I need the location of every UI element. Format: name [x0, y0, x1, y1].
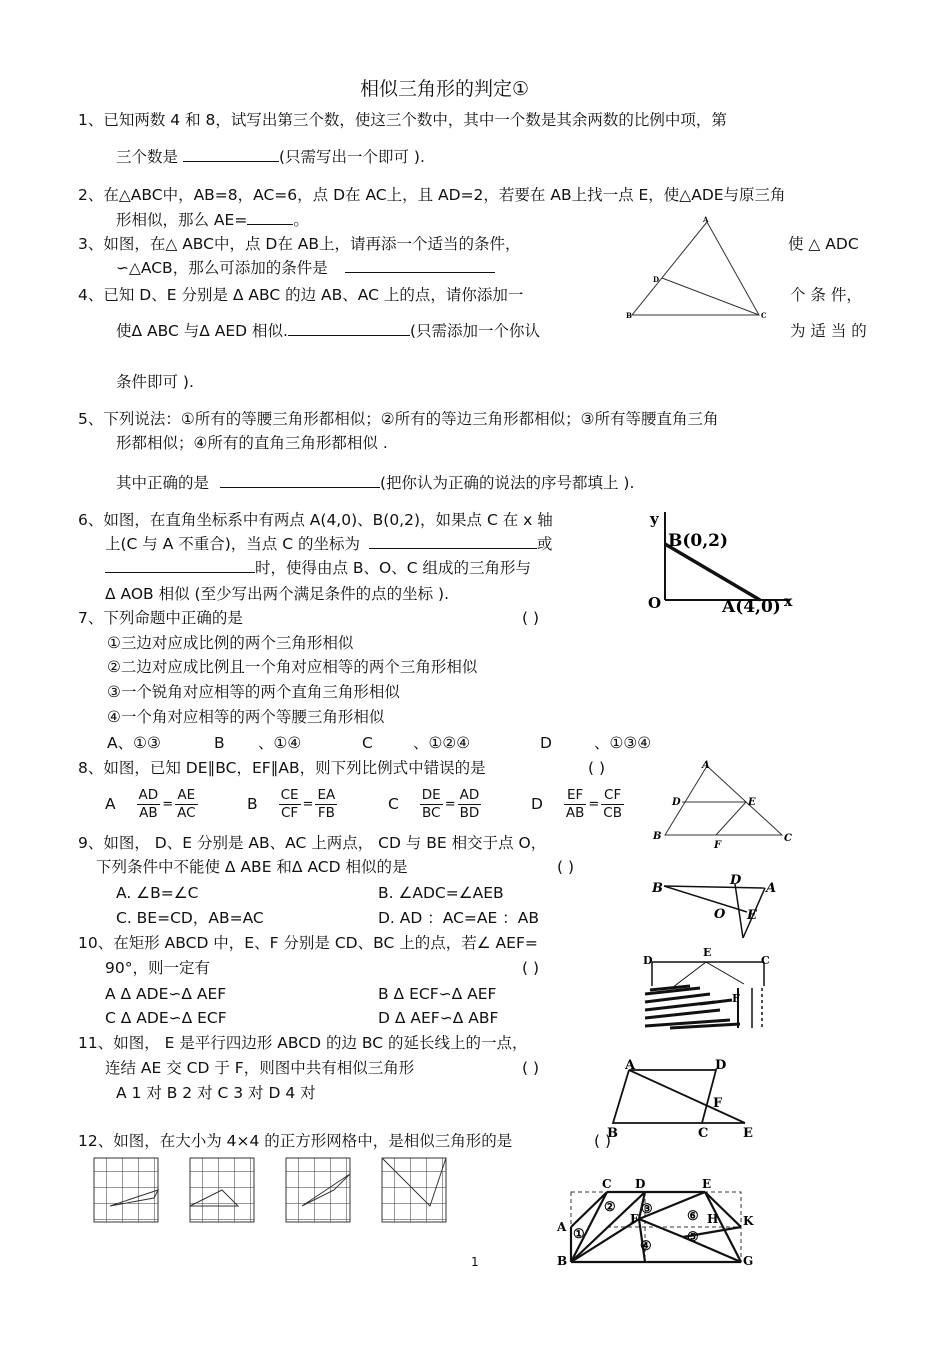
q7-choice-d[interactable]: 、①③④: [594, 734, 652, 752]
fig9-label-d: D: [730, 873, 742, 888]
q4-line1-right: 个 条 件，: [790, 286, 862, 304]
q1-line2: [116, 147, 425, 167]
figure-q9: [650, 870, 785, 942]
fig12-region-5: ⑤: [687, 1230, 699, 1245]
fig10-label-e: E: [703, 946, 712, 959]
figure-q12-triangles: [555, 1175, 755, 1268]
fig11-label-c: C: [698, 1126, 709, 1141]
q2-line2: [116, 210, 309, 230]
q7-option-1: ①三边对应成比例的两个三角形相似: [107, 634, 354, 652]
equals-sign: =: [162, 796, 174, 812]
fig12-region-4: ④: [640, 1239, 652, 1254]
q9-choice-b[interactable]: B. ∠ADC=∠AEB: [378, 884, 504, 902]
fig-abc-label-b: B: [626, 311, 632, 320]
q6-line1: 6、如图，在直角坐标系中有两点 A(4,0)、B(0,2)，如果点 C 在 x 轴: [78, 511, 553, 529]
fig8-label-b: B: [653, 831, 662, 842]
q1-text-a: 三个数是: [116, 148, 179, 166]
q5-answer-blank[interactable]: [220, 473, 380, 488]
q1-text-b: (只需写出一个即可 ).: [278, 148, 425, 166]
q7-choice-a[interactable]: A、①③: [107, 734, 161, 752]
fig8-label-e: E: [748, 797, 756, 808]
fig-abc-label-a: A: [703, 215, 709, 224]
q3-line1: 3、如图，在△ ABC中，点 D在 AB上，请再添一个适当的条件，: [78, 235, 521, 253]
fig11-label-b: B: [607, 1126, 618, 1141]
figure-q10-rectangle: [640, 944, 775, 1032]
q10-line1: 10、在矩形 ABCD 中，E、F 分别是 CD、BC 上的点，若∠ AEF=: [78, 934, 538, 952]
q11-line1: 11、如图， E 是平行四边形 ABCD 的边 BC 的延长线上的一点，: [78, 1034, 528, 1052]
figure-q11-parallelogram: [605, 1055, 760, 1143]
q9-choice-a[interactable]: A. ∠B=∠C: [116, 884, 199, 902]
fig11-label-e: E: [743, 1126, 753, 1141]
fig-coord-label-x: x: [784, 594, 793, 610]
q7-choice-c[interactable]: 、①②④: [413, 734, 471, 752]
q3-line2: [116, 258, 495, 278]
q10-choice-a[interactable]: A Δ ADE∽Δ AEF: [105, 985, 227, 1003]
grid-4[interactable]: [382, 1158, 446, 1222]
q2-line1: 2、在△ABC中，AB=8，AC=6，点 D在 AC上，且 AD=2，若要在 AB上找一点 E，使△ADE与原三角: [78, 186, 786, 204]
q9-choice-c[interactable]: C. BE=CD，AB=AC: [116, 909, 264, 927]
fig-coord-label-b: B(0,2): [668, 531, 729, 551]
q8-fraction-b2: $\frac{EA}{FB}$: [317, 787, 336, 821]
fig9-label-o: O: [714, 907, 726, 922]
q7-choice-c-letter[interactable]: C: [362, 734, 373, 752]
q7-option-4: ④一个角对应相等的两个等腰三角形相似: [107, 708, 385, 726]
q8-choice-d[interactable]: [531, 786, 624, 823]
q5-text-b: (把你认为正确的说法的序号都填上 ).: [379, 474, 635, 492]
q6-text-c: 时，使得由点 B、O、C 组成的三角形与: [255, 559, 532, 577]
q8-fraction-b1: $\frac{CE}{CF}$: [280, 787, 299, 821]
fig-coord-label-a: A(4,0): [722, 597, 781, 617]
q8-choice-b-letter: B: [247, 795, 258, 813]
q4-line2: [116, 321, 540, 341]
q8-answer-paren[interactable]: ( ): [588, 759, 606, 777]
q8-choice-b[interactable]: [247, 786, 337, 823]
q10-choice-b[interactable]: B Δ ECF∽Δ AEF: [378, 985, 497, 1003]
fig-abc-label-d: D: [653, 275, 660, 284]
q9-line2: 下列条件中不能使 Δ ABE 和Δ ACD 相似的是: [96, 858, 408, 876]
q7-answer-paren[interactable]: ( ): [522, 609, 540, 627]
q8-choice-c[interactable]: [388, 786, 481, 823]
q1-line1: 1、已知两数 4 和 8，试写出第三个数，使这三个数中，其中一个数是其余两数的比例中项，第: [78, 111, 727, 129]
equals-sign: =: [588, 796, 600, 812]
q11-answer-paren[interactable]: ( ): [522, 1059, 540, 1077]
fig12-region-2: ②: [604, 1200, 616, 1215]
equals-sign: =: [444, 796, 456, 812]
q9-line1: 9、如图， D、E 分别是 AB、AC 上两点， CD 与 BE 相交于点 O，: [78, 834, 547, 852]
fig9-label-a: A: [766, 881, 777, 896]
fig8-label-d: D: [672, 797, 681, 808]
q10-answer-paren[interactable]: ( ): [522, 959, 540, 977]
q6-answer-blank-2[interactable]: [105, 558, 255, 573]
q8-choice-c-letter: C: [388, 795, 399, 813]
q4-text-b: (只需添加一个你认: [409, 322, 541, 340]
page-title: 相似三角形的判定①: [360, 78, 530, 100]
fig-abc-label-c: C: [761, 311, 767, 320]
q3-line1-right: 使 △ ADC: [788, 235, 859, 253]
grid-2[interactable]: [190, 1158, 254, 1222]
q5-line3: [116, 473, 634, 493]
fig8-label-c: C: [784, 833, 792, 844]
q8-fraction-c1: $\frac{DE}{BC}$: [421, 787, 441, 821]
q4-line3: 条件即可 ).: [116, 373, 194, 391]
figure-coordinate-plane: [640, 506, 795, 618]
q8-fraction-a1: $\frac{AD}{AB}$: [138, 787, 159, 821]
q5-line1: 5、下列说法：①所有的等腰三角形都相似；②所有的等边三角形都相似；③所有等腰直角三角: [78, 410, 719, 428]
q10-choice-c[interactable]: C Δ ADE∽Δ ECF: [105, 1009, 227, 1027]
fig10-label-f: F: [732, 992, 740, 1005]
q11-choices[interactable]: A 1 对 B 2 对 C 3 对 D 4 对: [116, 1084, 316, 1102]
fig12-label-g: G: [743, 1254, 754, 1268]
fig12-label-f: F: [630, 1212, 639, 1226]
q6-text-a: 上(C 与 A 不重合)，当点 C 的坐标为: [105, 535, 360, 553]
figure-triangle-abc: [620, 212, 770, 324]
q4-answer-blank[interactable]: [288, 321, 410, 336]
q5-line2: 形都相似；④所有的直角三角形都相似 .: [116, 434, 388, 452]
q6-line3: [105, 558, 531, 578]
q12-answer-paren[interactable]: ( ): [594, 1132, 612, 1150]
q3-answer-blank[interactable]: [345, 258, 495, 273]
equals-sign: =: [302, 796, 314, 812]
fig9-label-b: B: [652, 881, 663, 896]
fig12-label-d: D: [635, 1177, 646, 1191]
q12-stem: 12、如图，在大小为 4×4 的正方形网格中，是相似三角形的是: [78, 1132, 513, 1150]
q4-line2-right: 为 适 当 的: [790, 322, 867, 340]
q2-answer-blank[interactable]: [247, 210, 293, 225]
q8-choice-d-letter: D: [531, 795, 543, 813]
q5-text-a: 其中正确的是: [116, 474, 210, 492]
q8-fraction-d1: $\frac{EF}{AB}$: [565, 787, 585, 821]
q6-line2: [105, 534, 552, 554]
fig11-label-d: D: [715, 1058, 727, 1073]
q6-text-b: 或: [536, 535, 553, 553]
q6-line4: Δ AOB 相似 (至少写出两个满足条件的点的坐标 ).: [105, 585, 449, 603]
q1-answer-blank[interactable]: [183, 147, 279, 162]
q10-choice-d[interactable]: D Δ AEF∽Δ ABF: [378, 1009, 499, 1027]
fig11-label-a: A: [625, 1058, 636, 1073]
fig12-region-6: ⑥: [687, 1209, 699, 1224]
q8-stem: 8、如图，已知 DE∥BC，EF∥AB，则下列比例式中错误的是: [78, 759, 486, 777]
fig-coord-label-y: y: [650, 510, 659, 528]
fig12-label-e: E: [702, 1177, 712, 1191]
q8-fraction-a2: $\frac{AE}{AC}$: [177, 787, 196, 821]
fig12-label-k: K: [743, 1214, 754, 1228]
fig9-label-e: E: [747, 908, 757, 923]
page-number: 1: [471, 1255, 479, 1269]
fig12-label-c: C: [602, 1177, 612, 1191]
q7-stem: 7、下列命题中正确的是: [78, 609, 243, 627]
q3-text-a: ∽△ACB，那么可添加的条件是: [116, 259, 328, 277]
grid-3[interactable]: [286, 1158, 350, 1222]
fig11-label-f: F: [713, 1096, 723, 1111]
q4-line1: 4、已知 D、E 分别是 Δ ABC 的边 AB、AC 上的点，请你添加一: [78, 286, 524, 304]
q8-fraction-c2: $\frac{AD}{BD}$: [459, 787, 480, 821]
fig12-label-a: A: [557, 1220, 567, 1234]
grid-1[interactable]: [94, 1158, 158, 1222]
q6-answer-blank-1[interactable]: [369, 534, 537, 549]
fig8-label-f: F: [714, 840, 722, 851]
figure-q12-grids: [90, 1155, 470, 1225]
q10-line2: 90°，则一定有: [105, 959, 210, 977]
q8-fraction-d2: $\frac{CF}{CB}$: [603, 787, 622, 821]
fig8-label-a: A: [702, 760, 710, 771]
fig10-label-c: C: [761, 954, 770, 967]
q9-answer-paren[interactable]: ( ): [557, 858, 575, 876]
q7-option-3: ③一个锐角对应相等的两个直角三角形相似: [107, 683, 400, 701]
fig12-label-b: B: [557, 1254, 568, 1268]
q9-choice-d[interactable]: D. AD ：AC=AE ：AB: [378, 909, 539, 927]
q7-choice-b[interactable]: 、①④: [258, 734, 302, 752]
q11-line2: 连结 AE 交 CD 于 F，则图中共有相似三角形: [105, 1059, 415, 1077]
q7-choice-d-letter[interactable]: D: [540, 734, 552, 752]
q2-text-a: 形相似，那么 AE=: [116, 211, 248, 229]
q8-choice-a-letter: A: [105, 795, 116, 813]
q4-text-a: 使Δ ABC 与Δ AED 相似.: [116, 322, 288, 340]
q2-text-b: 。: [293, 211, 309, 229]
figure-q8-triangle: [650, 756, 795, 851]
fig12-region-1: ①: [573, 1227, 585, 1242]
fig12-region-3: ③: [641, 1202, 653, 1217]
fig-coord-label-o: O: [648, 594, 662, 612]
fig12-label-h: H: [707, 1212, 719, 1226]
q8-choice-a[interactable]: [105, 786, 198, 823]
fig10-label-d: D: [643, 954, 653, 967]
q7-choice-b-letter[interactable]: B: [214, 734, 225, 752]
q7-option-2: ②二边对应成比例且一个角对应相等的两个三角形相似: [107, 658, 478, 676]
